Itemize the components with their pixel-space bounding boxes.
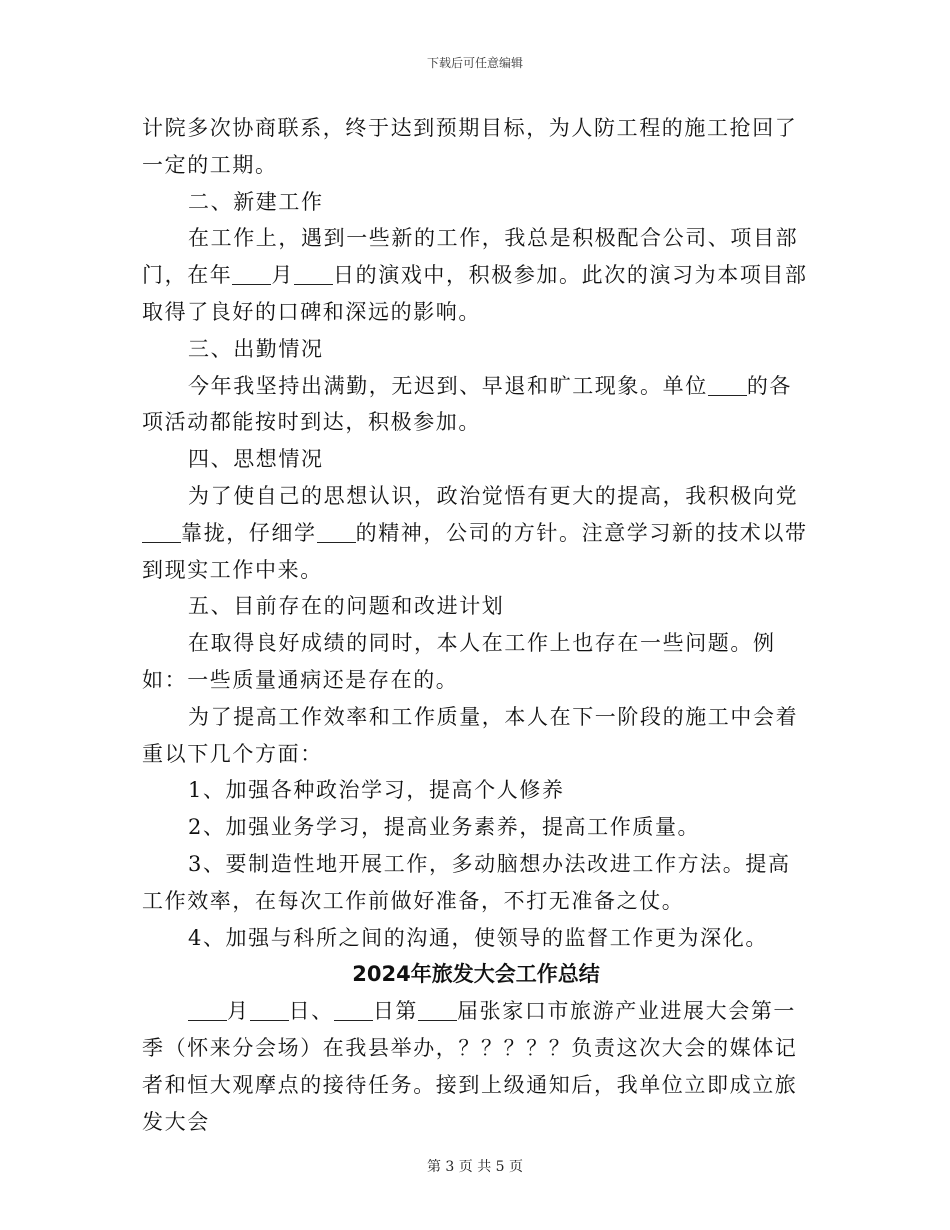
paragraph: 1、加强各种政治学习，提高个人修养 [188, 778, 565, 803]
fill-in-blank [418, 998, 457, 1021]
fill-in-blank [142, 520, 181, 543]
paragraph: 今年我坚持出满勤，无迟到、早退和旷工现象。单位 的各项活动都能按时到达，积极参加。 [142, 373, 793, 435]
fill-in-blank [334, 998, 373, 1021]
paragraph: 月 日、 日第 届张家口市旅游产业进展大会第一季（怀来分会场）在我县举办，？？？？？负责这次大会的媒体记者和恒大观摩点的接待任务。接到上级通知后，我单位立即成立旅发大会 [142, 999, 798, 1134]
document-body [142, 110, 810, 1140]
paragraph: 在工作上，遇到一些新的工作，我总是积极配合公司、项目部门，在年 月 日的演戏中，积极参加。此次的演习为本项目部取得了良好的口碑和深远的影响。 [142, 226, 808, 324]
page-header: 下载后可任意编辑 [426, 56, 523, 70]
fill-in-blank [188, 998, 227, 1021]
paragraph: 二、新建工作 [188, 189, 324, 214]
fill-in-blank [250, 998, 289, 1021]
fill-in-blank [294, 262, 333, 285]
paragraph: 2、加强业务学习，提高业务素养，提高工作质量。 [188, 815, 701, 840]
fill-in-blank [708, 373, 747, 396]
fill-in-blank [317, 520, 356, 543]
paragraph: 三、出勤情况 [188, 336, 324, 361]
fill-in-blank [232, 262, 271, 285]
paragraph: 在取得良好成绩的同时，本人在工作上也存在一些问题。例如：一些质量通病还是存在的。 [142, 631, 776, 692]
paragraph: 四、思想情况 [188, 447, 324, 472]
paragraph: 计院多次协商联系，终于达到预期目标，为人防工程的施工抢回了一定的工期。 [142, 116, 798, 177]
page-footer: 第 3 页 共 5 页 [426, 1159, 524, 1175]
paragraph: 4、加强与科所之间的沟通，使领导的监督工作更为深化。 [188, 925, 768, 950]
paragraph: 3、要制造性地开展工作，多动脑想办法改进工作方法。提高工作效率，在每次工作前做好准备，不打无准备之仗。 [142, 851, 791, 913]
paragraph: 为了提高工作效率和工作质量，本人在下一阶段的施工中会着重以下几个方面： [142, 704, 799, 766]
section-title: 2024年旅发大会工作总结 [352, 962, 600, 987]
paragraph: 五、目前存在的问题和改进计划 [188, 594, 505, 619]
paragraph: 为了使自己的思想认识，政治觉悟有更大的提高，我积极向党靠拢，仔细学 的精神，公司的方针。注意学习新的技术以带到现实工作中来。 [142, 483, 808, 582]
